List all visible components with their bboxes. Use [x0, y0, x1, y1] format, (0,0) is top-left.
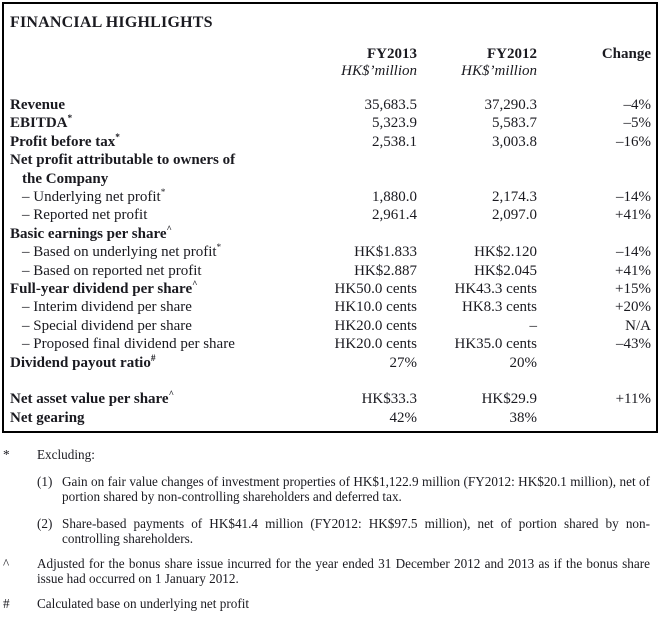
- footnote-body: [37, 556, 660, 587]
- row-label: Full-year dividend per share^: [10, 280, 198, 298]
- cell-fy2013: 1,880.0: [372, 189, 417, 206]
- column-header-change-label: Change: [601, 46, 651, 62]
- header-spacer: [10, 46, 330, 80]
- footnote-text: Adjusted for the bonus share issue incurred for the year ended 31 December 2012 and 2013 as if the bonus share issue had occurred on 1 January 2012.: [37, 555, 650, 586]
- cell-fy2012: HK35.0 cents: [454, 336, 537, 353]
- table-row: [10, 298, 651, 316]
- row-label: the Company: [22, 170, 109, 187]
- footnote-marker: ^: [3, 555, 10, 571]
- column-header-fy2013-label: FY2013: [367, 46, 417, 62]
- row-label: Revenue: [10, 97, 65, 113]
- cell-fy2012: [417, 151, 537, 169]
- table-rows: [10, 96, 651, 427]
- cell-fy2013: HK20.0 cents: [334, 336, 417, 353]
- table-row: [10, 317, 651, 335]
- row-label: – Based on reported net profit: [22, 262, 202, 279]
- cell-fy2012: 5,583.7: [492, 115, 537, 132]
- cell-fy2012: HK$29.9: [481, 391, 537, 408]
- column-header-fy2012-unit: HK$’million: [461, 63, 537, 79]
- cell-change: –4%: [623, 97, 651, 113]
- footnote-reference-mark: ^: [166, 224, 172, 235]
- footnote-text: Calculated base on underlying net profit: [37, 595, 250, 611]
- row-label: – Proposed final dividend per share: [22, 336, 235, 353]
- cell-fy2013: HK50.0 cents: [334, 281, 417, 298]
- table-row: [10, 243, 651, 261]
- row-label: Net gearing: [10, 409, 85, 426]
- cell-change: N/A: [625, 317, 651, 334]
- cell-change: –5%: [623, 115, 651, 132]
- footnote-reference-mark: *: [67, 114, 73, 125]
- cell-change: –14%: [616, 244, 651, 261]
- cell-change: +41%: [615, 262, 651, 279]
- cell-fy2013: 2,961.4: [372, 207, 417, 224]
- cell-fy2012: 38%: [509, 409, 537, 426]
- table-row: [10, 96, 651, 114]
- row-label: Net profit attributable to owners of: [10, 152, 236, 169]
- cell-change: [537, 151, 651, 169]
- footnote-marker: *: [3, 447, 10, 462]
- row-label: – Interim dividend per share: [22, 299, 192, 316]
- footnote-body: [37, 596, 660, 612]
- footnote-reference-mark: *: [160, 188, 166, 199]
- row-label: – Reported net profit: [22, 207, 148, 224]
- table-row: [10, 354, 651, 372]
- table-row: [10, 262, 651, 280]
- table-row: [10, 225, 651, 243]
- cell-fy2013: HK20.0 cents: [334, 317, 417, 334]
- cell-fy2013: 5,323.9: [372, 115, 417, 132]
- footnote-subitem-number: (2): [37, 515, 53, 531]
- table-row: [10, 151, 651, 169]
- footnote-subitem-number: (1): [37, 473, 53, 489]
- footnote-text: Excluding:: [37, 447, 95, 462]
- cell-fy2012: HK8.3 cents: [462, 299, 537, 316]
- footnote-marker: #: [3, 595, 10, 611]
- cell-change: [537, 354, 651, 372]
- footnote-body: [37, 447, 660, 547]
- cell-change: +41%: [615, 207, 651, 224]
- table-row: [10, 206, 651, 224]
- cell-fy2012: 2,174.3: [492, 189, 537, 206]
- table-row: [10, 170, 651, 188]
- cell-fy2013: HK10.0 cents: [334, 299, 417, 316]
- cell-fy2012: –: [529, 317, 537, 334]
- cell-fy2013: 35,683.5: [364, 97, 417, 113]
- cell-fy2013: HK$2.887: [354, 262, 417, 279]
- footnote-subitem: [37, 516, 650, 547]
- table-row: [10, 114, 651, 132]
- table-row: [10, 390, 651, 408]
- column-header-change: [537, 46, 651, 80]
- cell-fy2012: HK$2.045: [474, 262, 537, 279]
- footnote: [3, 596, 660, 612]
- column-header-fy2013-unit: HK$’million: [341, 63, 417, 79]
- cell-fy2013: 27%: [389, 354, 417, 371]
- row-label: EBITDA*: [10, 114, 73, 132]
- footnote: [3, 556, 660, 587]
- cell-change: –43%: [616, 336, 651, 353]
- cell-fy2012: HK43.3 cents: [454, 281, 537, 298]
- cell-change: [537, 225, 651, 243]
- cell-fy2012: 20%: [509, 354, 537, 371]
- cell-change: –16%: [616, 133, 651, 150]
- column-header-fy2013: [330, 46, 417, 80]
- cell-change: [537, 409, 651, 427]
- row-label: Profit before tax*: [10, 132, 120, 150]
- cell-change: +20%: [615, 299, 651, 316]
- table-row: [10, 133, 651, 151]
- cell-change: [537, 170, 651, 188]
- cell-fy2012: [417, 225, 537, 243]
- footnote: [3, 447, 660, 547]
- cell-fy2013: HK$1.833: [354, 244, 417, 261]
- footnote-subitem: [37, 474, 650, 505]
- cell-fy2012: 37,290.3: [484, 97, 537, 113]
- table-row: [10, 409, 651, 427]
- footnote-reference-mark: ^: [192, 280, 198, 291]
- row-label: Basic earnings per share^: [10, 224, 172, 242]
- cell-change: –14%: [616, 189, 651, 206]
- cell-fy2013: [330, 225, 417, 243]
- financial-highlights-box: [2, 2, 658, 433]
- cell-fy2012: HK$2.120: [474, 244, 537, 261]
- table-row: [10, 188, 651, 206]
- footnote-reference-mark: #: [150, 353, 156, 364]
- row-label: – Special dividend per share: [22, 317, 192, 334]
- footnote-reference-mark: *: [115, 132, 120, 143]
- footnote-subitem-text: Share-based payments of HK$41.4 million (FY2012: HK$97.5 million), net of portion shared by non-controlling shareholders.: [62, 515, 650, 546]
- cell-fy2013: HK$33.3: [361, 391, 417, 408]
- footnote-subitem-text: Gain on fair value changes of investment properties of HK$1,122.9 million (FY2012: HK$20.1 million), net of portion shared by non-controlling shareholders and deferred tax.: [62, 473, 650, 504]
- cell-fy2012: [417, 170, 537, 188]
- cell-fy2012: 2,097.0: [492, 207, 537, 224]
- row-label: – Underlying net profit*: [22, 188, 166, 206]
- column-header-fy2012-label: FY2012: [487, 46, 537, 62]
- table-header-row: [10, 46, 651, 80]
- cell-change: +15%: [615, 281, 651, 298]
- row-label: Net asset value per share^: [10, 390, 174, 408]
- cell-fy2013: [330, 170, 417, 188]
- cell-fy2013: 2,538.1: [372, 133, 417, 150]
- cell-fy2013: 42%: [389, 409, 417, 426]
- cell-fy2013: [330, 151, 417, 169]
- page-title: FINANCIAL HIGHLIGHTS: [10, 14, 213, 31]
- footnotes: [3, 447, 660, 611]
- table-row-spacer: [10, 372, 651, 390]
- cell-fy2012: 3,003.8: [492, 133, 537, 150]
- column-header-fy2012: [417, 46, 537, 80]
- row-label: – Based on underlying net profit*: [22, 243, 222, 261]
- row-label: Dividend payout ratio#: [10, 353, 156, 371]
- footnote-reference-mark: ^: [168, 390, 174, 401]
- table-row: [10, 335, 651, 353]
- table-row: [10, 280, 651, 298]
- footnote-reference-mark: *: [216, 243, 222, 254]
- cell-change: +11%: [615, 391, 651, 408]
